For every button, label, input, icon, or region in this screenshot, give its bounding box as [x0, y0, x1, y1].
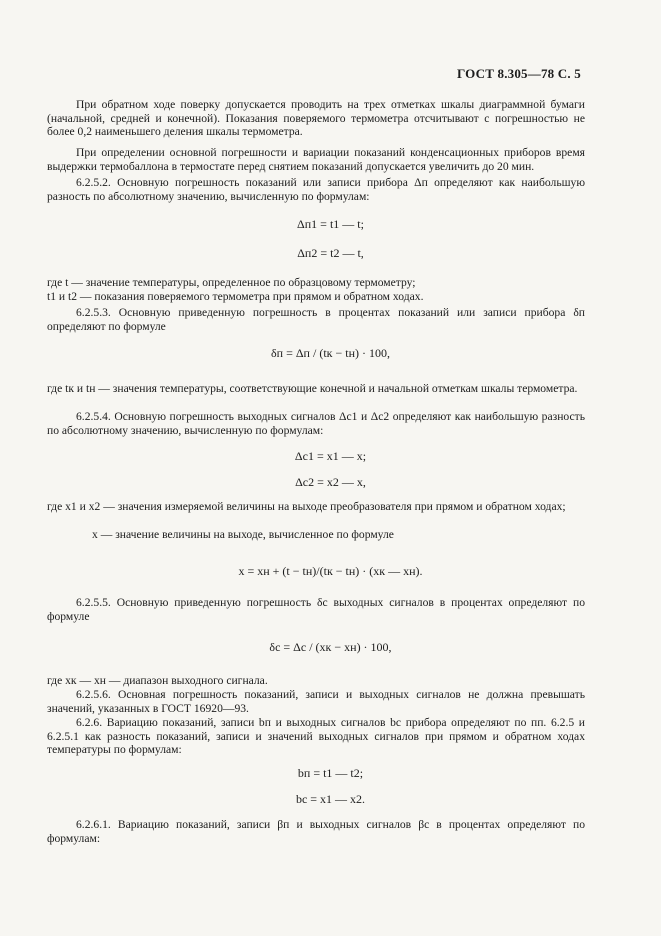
where-t: где t — значение температуры, определенное по образцовому термометру; — [47, 276, 416, 289]
paragraph-6-2-5-4: 6.2.5.4. Основную погрешность выходных сигналов Δc1 и Δc2 определяют как наибольшую разность по абсолютному значению, вычисленную по формулам: — [47, 410, 585, 437]
where-x: x — значение величины на выходе, вычисленное по формуле — [92, 528, 394, 541]
formula-b-c: bc = x1 — x2. — [295, 792, 366, 806]
paragraph-6-2-5-2: 6.2.5.2. Основную погрешность показаний или записи прибора Δп определяют как наибольшую разность по абсолютному значению, вычисленную по формулам: — [47, 176, 585, 203]
where-x1-x2: где x1 и x2 — значения измеряемой величины на выходе преобразователя при прямом и обратном ходах; — [47, 500, 566, 513]
paragraph-6-2-6-1: 6.2.6.1. Вариацию показаний, записи βп и выходных сигналов βс в процентах определяют по формулам: — [47, 818, 585, 845]
paragraph-reverse-stroke: При обратном ходе поверку допускается проводить на трех отметках шкалы диаграммной бумаги (начальной, средней и конечной). Показания поверяемого термометра отсчитывают с погрешностью не более 0,2 наименьшего деления шкалы термометра. — [47, 98, 585, 139]
where-tk-tn: где tк и tн — значения температуры, соответствующие конечной и начальной отметкам шкалы термометра. — [47, 382, 578, 395]
page-header: ГОСТ 8.305—78 С. 5 — [456, 66, 581, 81]
formula-delta-p2: Δп2 = t2 — t, — [297, 246, 364, 260]
paragraph-condensation-devices: При определении основной погрешности и вариации показаний конденсационных приборов время выдержки термобаллона в термостате перед снятием показаний допускается увеличить до 20 мин. — [47, 146, 585, 173]
formula-delta-percent-c: δс = Δс / (xк − xн) · 100, — [269, 640, 392, 654]
paragraph-6-2-5-5: 6.2.5.5. Основную приведенную погрешность δс выходных сигналов в процентах определяют по формуле — [47, 596, 585, 623]
paragraph-6-2-6: 6.2.6. Вариацию показаний, записи bп и выходных сигналов bc прибора определяют по пп. 6.2.5 и 6.2.5.1 как разность показаний, записи и значений выходных сигналов при прямом и обратном ходах температуры по формулам: — [47, 716, 585, 757]
paragraph-6-2-5-6: 6.2.5.6. Основная погрешность показаний, записи и выходных сигналов не должна превышать значений, указанных в ГОСТ 16920—93. — [47, 688, 585, 715]
where-t1-t2: t1 и t2 — показания поверяемого термометра при прямом и обратном ходах. — [47, 290, 424, 303]
formula-b-p: bп = t1 — t2; — [297, 766, 364, 780]
formula-delta-c2: Δc2 = x2 — x, — [295, 475, 366, 489]
paragraph-6-2-5-3: 6.2.5.3. Основную приведенную погрешность в процентах показаний или записи прибора δп определяют по формуле — [47, 306, 585, 333]
formula-delta-c1: Δc1 = x1 — x; — [294, 449, 367, 463]
formula-delta-percent-p: δп = Δп / (tк − tн) · 100, — [271, 346, 390, 360]
formula-x: x = xн + (t − tн)/(tк − tн) · (xк — xн). — [238, 564, 423, 578]
formula-delta-p1: Δп1 = t1 — t; — [297, 217, 364, 231]
where-xk-xn: где xк — xн — диапазон выходного сигнала. — [47, 674, 268, 687]
